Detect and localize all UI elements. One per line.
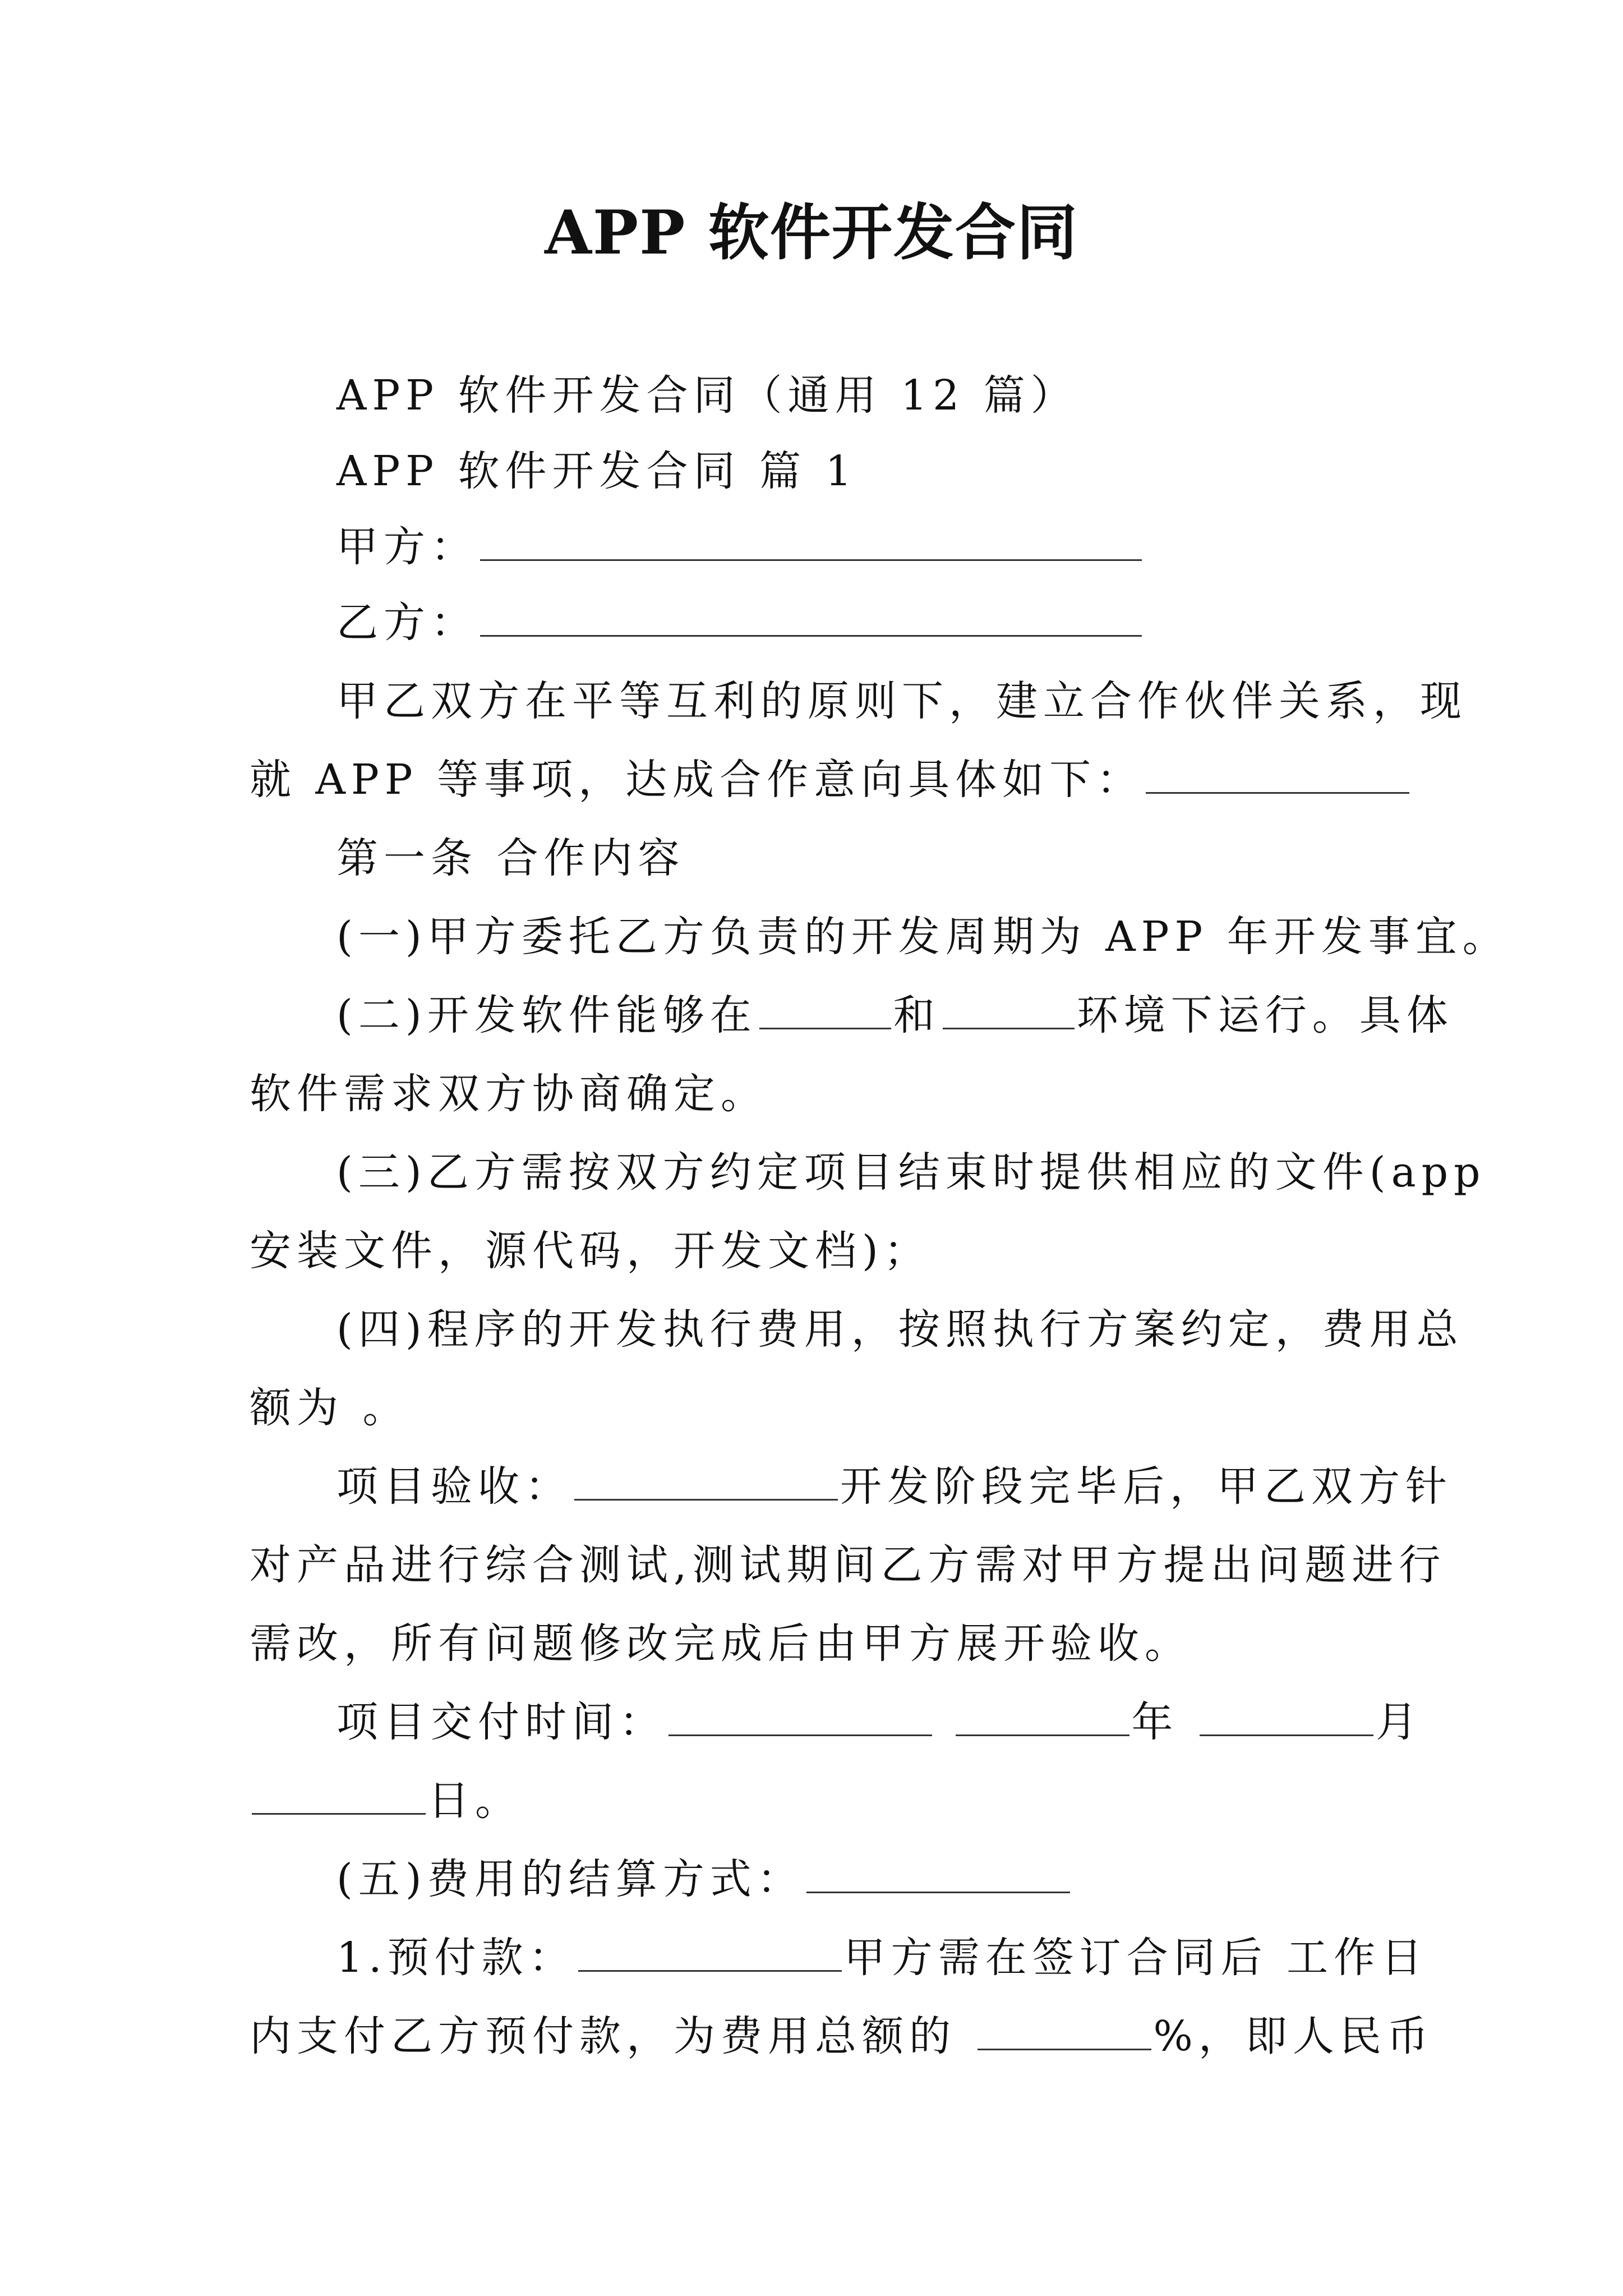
acceptance-label: 项目验收： [336,1462,572,1511]
item-2-line-1 [336,987,1454,1043]
intro-line-2 [250,752,1412,808]
intro-blank [1146,752,1409,794]
delivery-line-1 [336,1694,1423,1750]
item-5-blank [806,1851,1070,1893]
item-1: (一)甲方委托乙方负责的开发周期为 APP 年开发事宜。 [336,913,1510,961]
prepay-text-b: %，即人民币 [1153,2012,1434,2060]
item-2-blank-1 [759,987,891,1029]
party-a-label: 甲方： [336,523,478,571]
intro-line-1: 甲乙双方在平等互利的原则下，建立合作伙伴关系，现 [336,677,1467,725]
subtitle: APP 软件开发合同（通用 12 篇） [336,371,1078,420]
delivery-year-label: 年 [1131,1698,1179,1746]
prepay-line-1 [336,1930,1428,1986]
prepay-rest: 甲方需在签订合同后 工作日 [843,1934,1428,1982]
party-b-label: 乙方： [336,599,478,647]
party-b-blank [480,595,1142,637]
acceptance-line-3: 需改，所有问题修改完成后由甲方展开验收。 [250,1619,1192,1668]
item-3-line-2: 安装文件，源代码，开发文档)； [250,1227,931,1275]
item-2-blank-2 [943,987,1075,1029]
delivery-month-label: 月 [1376,1698,1423,1746]
section-heading: APP 软件开发合同 篇 1 [336,447,857,495]
delivery-month-blank [1200,1694,1373,1736]
acceptance-line-2: 对产品进行综合测试,测试期间乙方需对甲方提出问题进行 [250,1541,1446,1589]
item-4-line-1: (四)程序的开发执行费用，按照执行方案约定，费用总 [336,1305,1464,1354]
document-title: APP 软件开发合同 [545,197,1078,268]
item-5-text: (五)费用的结算方式： [336,1855,804,1903]
prepay-blank [578,1930,842,1972]
acceptance-line-1 [336,1458,1453,1515]
prepay-line-2 [250,2008,1434,2064]
delivery-blank-1 [668,1694,932,1736]
prepay-percent-blank [978,2008,1151,2050]
acceptance-blank [574,1458,838,1501]
article-1-heading: 第一条 合作内容 [336,834,685,882]
party-b-line [336,595,1144,651]
item-3-line-1: (三)乙方需按双方约定项目结束时提供相应的文件(app [336,1148,1486,1197]
item-2-text-a: (二)开发软件能够在 [336,991,757,1039]
delivery-line-2 [250,1773,522,1829]
delivery-label: 项目交付时间： [336,1698,666,1746]
item-4-line-2: 额为 。 [250,1384,410,1432]
intro-text: 就 APP 等事项，达成合作意向具体如下： [250,756,1144,804]
item-5-line [336,1851,1072,1907]
delivery-day-blank [252,1773,426,1815]
party-a-line [336,519,1144,575]
prepay-label: 1.预付款： [336,1934,576,1982]
item-2-text-b: 和 [893,991,940,1039]
item-2-text-c: 环境下运行。具体 [1076,991,1454,1039]
prepay-text-a: 内支付乙方预付款，为费用总额的 [250,2012,975,2060]
party-a-blank [480,519,1142,561]
delivery-year-blank [956,1694,1129,1736]
item-2-line-2: 软件需求双方协商确定。 [250,1070,768,1118]
delivery-day-label: 日。 [428,1777,522,1825]
acceptance-rest: 开发阶段完毕后，甲乙双方针 [840,1462,1453,1511]
